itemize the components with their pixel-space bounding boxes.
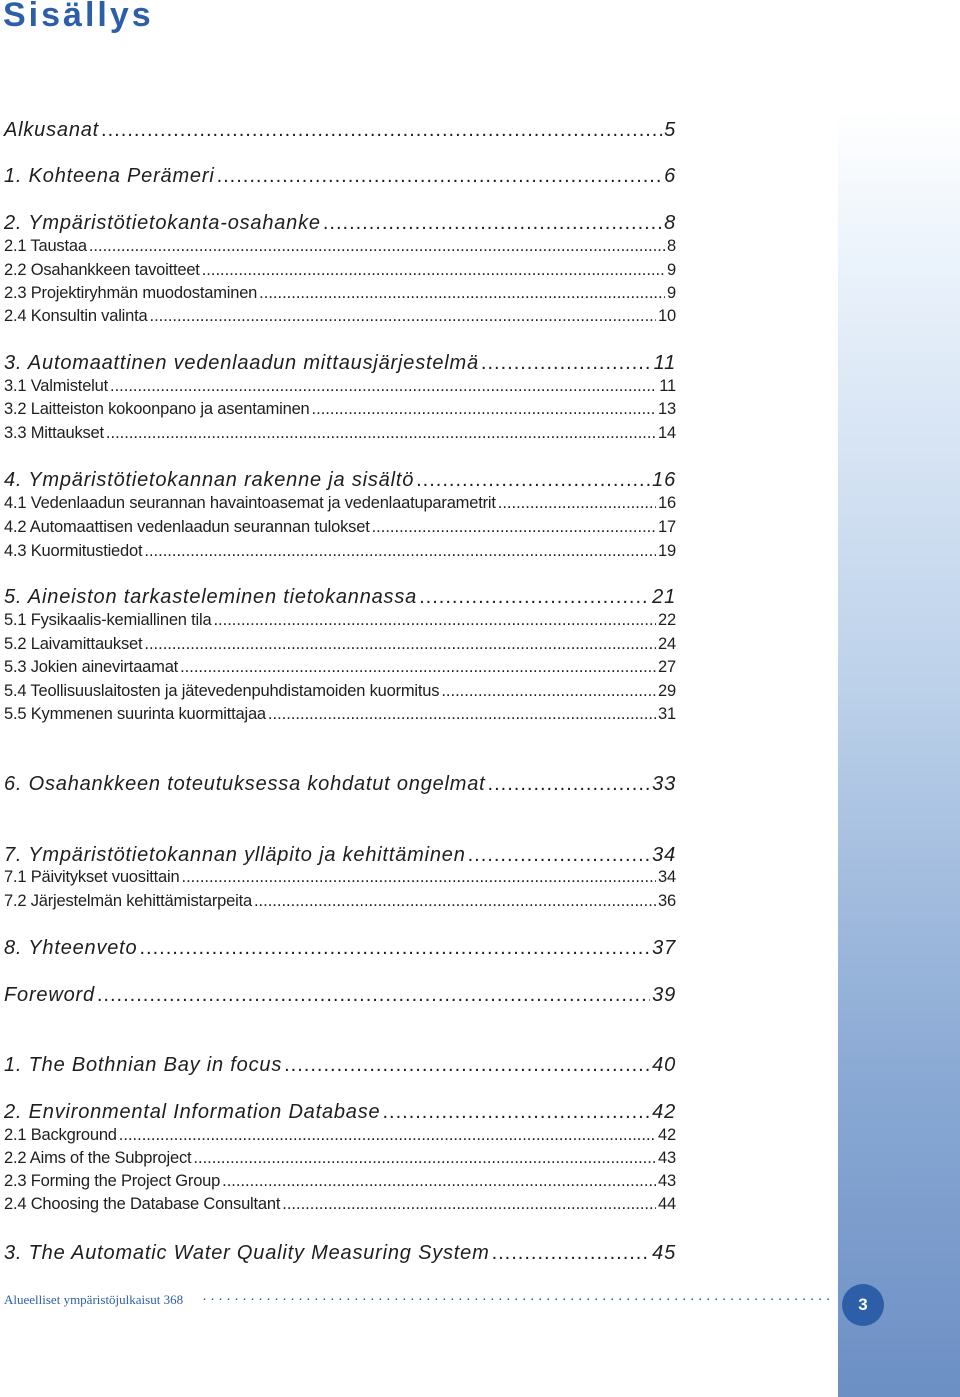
toc-entry-page: 42	[658, 1126, 676, 1144]
toc-entry-title: Alkusanat	[4, 119, 100, 141]
toc-entry[interactable]	[4, 422, 676, 444]
toc-entry-title: 7.2 Järjestelmän kehittämistarpeita	[4, 892, 252, 910]
toc-entry-page: 43	[658, 1172, 676, 1190]
toc-entry-page: 29	[658, 682, 676, 700]
toc-entry-title: 6. Osahankkeen toteutuksessa kohdatut ongelmat	[4, 773, 486, 795]
toc-entry[interactable]	[4, 1124, 676, 1146]
toc-dot-leader	[382, 1099, 650, 1125]
toc-entry-page: 31	[658, 705, 676, 723]
toc-dot-leader	[468, 842, 651, 868]
toc-entry-title: 2.2 Osahankkeen tavoitteet	[4, 261, 200, 279]
toc-entry-title: 2.4 Konsultin valinta	[4, 307, 148, 325]
toc-entry-title: 5.5 Kymmenen suurinta kuormittajaa	[4, 705, 266, 723]
toc-dot-leader	[202, 259, 665, 281]
toc-dot-leader	[149, 305, 656, 327]
footer-dotted-rule	[202, 1290, 834, 1307]
toc-dot-leader	[144, 633, 656, 655]
toc-entry-title: 4.1 Vedenlaadun seurannan havaintoasemat ja vedenlaatuparametrit	[4, 494, 496, 512]
toc-entry[interactable]	[4, 117, 676, 143]
toc-dot-leader	[312, 398, 657, 420]
toc-entry-title: 7.1 Päivitykset vuosittain	[4, 868, 180, 886]
toc-entry-page: 8	[667, 237, 676, 255]
toc-dot-leader	[110, 375, 657, 397]
toc-dot-leader	[416, 467, 650, 493]
toc-entry-page: 22	[658, 611, 676, 629]
toc-dot-leader	[180, 656, 656, 678]
toc-entry-title: 5.4 Teollisuuslaitosten ja jätevedenpuhdistamoiden kuormitus	[4, 682, 440, 700]
toc-entry[interactable]	[4, 350, 676, 376]
toc-dot-leader	[488, 771, 651, 797]
toc-entry-title: 3. Automaattinen vedenlaadun mittausjärjestelmä	[4, 352, 479, 374]
toc-entry[interactable]	[4, 210, 676, 236]
toc-entry[interactable]	[4, 516, 676, 538]
toc-entry-title: 4.2 Automaattisen vedenlaadun seurannan tulokset	[4, 518, 370, 536]
toc-entry-title: 3.1 Valmistelut	[4, 377, 108, 395]
toc-dot-leader	[284, 1052, 650, 1078]
toc-entry-title: 2. Ympäristötietokanta-osahanke	[4, 212, 321, 234]
toc-entry-page: 6	[664, 165, 676, 187]
toc-entry-page: 42	[652, 1101, 676, 1123]
toc-entry[interactable]	[4, 703, 676, 725]
toc-entry-title: 2.1 Taustaa	[4, 237, 87, 255]
toc-dot-leader	[106, 422, 656, 444]
toc-entry-page: 11	[659, 377, 676, 395]
toc-entry[interactable]	[4, 398, 676, 420]
toc-entry-page: 16	[652, 469, 676, 491]
toc-dot-leader	[119, 1124, 656, 1146]
toc-entry-page: 21	[652, 586, 676, 608]
toc-entry-page: 16	[658, 494, 676, 512]
toc-entry-page: 36	[658, 892, 676, 910]
toc-entry-page: 24	[658, 635, 676, 653]
toc-dot-leader	[222, 1170, 656, 1192]
toc-dot-leader	[89, 235, 665, 257]
toc-entry-page: 9	[667, 284, 676, 302]
footer-publication: Alueelliset ympäristöjulkaisut 368	[4, 1292, 184, 1307]
toc-entry[interactable]	[4, 609, 676, 631]
toc-entry[interactable]	[4, 305, 676, 327]
toc-entry-title: 5.1 Fysikaalis-kemiallinen tila	[4, 611, 212, 629]
toc-dot-leader	[498, 492, 656, 514]
toc-dot-leader	[97, 982, 650, 1008]
toc-entry-page: 33	[652, 773, 676, 795]
toc-entry[interactable]	[4, 1147, 676, 1169]
toc-dot-leader	[144, 540, 656, 562]
toc-dot-leader	[181, 866, 656, 888]
toc-entry[interactable]	[4, 656, 676, 678]
toc-entry-page: 13	[658, 400, 676, 418]
toc-entry-page: 45	[652, 1242, 676, 1264]
toc-dot-leader	[217, 163, 663, 189]
toc-dot-leader	[323, 210, 662, 236]
toc-entry[interactable]	[4, 163, 676, 189]
toc-entry[interactable]	[4, 235, 676, 257]
toc-entry[interactable]	[4, 842, 676, 868]
toc-entry[interactable]	[4, 1193, 676, 1215]
toc-entry[interactable]	[4, 375, 676, 397]
toc-entry-page: 34	[652, 844, 676, 866]
toc-entry-title: 5. Aineiston tarkasteleminen tietokannassa	[4, 586, 418, 608]
side-gradient-band	[838, 110, 960, 1397]
toc-dot-leader	[259, 282, 665, 304]
toc-entry-title: 3. The Automatic Water Quality Measuring System	[4, 1242, 490, 1264]
toc-entry[interactable]	[4, 259, 676, 281]
toc-entry[interactable]	[4, 540, 676, 562]
toc-entry-page: 10	[658, 307, 676, 325]
toc-entry[interactable]	[4, 492, 676, 514]
toc-entry[interactable]	[4, 467, 676, 493]
toc-entry-page: 37	[652, 937, 676, 959]
toc-entry-title: 1. Kohteena Perämeri	[4, 165, 215, 187]
toc-entry-title: 1. The Bothnian Bay in focus	[4, 1054, 283, 1076]
toc-entry-title: 2.2 Aims of the Subproject	[4, 1149, 192, 1167]
toc-dot-leader	[193, 1147, 656, 1169]
toc-entry-page: 27	[658, 658, 676, 676]
toc-entry[interactable]	[4, 866, 676, 888]
toc-entry-title: 2. Environmental Information Database	[4, 1101, 381, 1123]
toc-dot-leader	[254, 890, 656, 912]
toc-entry[interactable]	[4, 1099, 676, 1125]
toc-entry[interactable]	[4, 584, 676, 610]
toc-entry[interactable]	[4, 935, 676, 961]
toc-entry-title: 5.2 Laivamittaukset	[4, 635, 143, 653]
toc-entry[interactable]	[4, 680, 676, 702]
toc-entry-page: 11	[653, 352, 676, 374]
toc-entry-title: 2.1 Background	[4, 1126, 117, 1144]
toc-entry[interactable]	[4, 1240, 676, 1266]
toc-dot-leader	[282, 1193, 656, 1215]
toc-entry-page: 44	[658, 1195, 676, 1213]
toc-entry-title: 2.3 Forming the Project Group	[4, 1172, 221, 1190]
toc-entry[interactable]	[4, 890, 676, 912]
toc-dot-leader	[213, 609, 656, 631]
toc-entry-title: 7. Ympäristötietokannan ylläpito ja kehittäminen	[4, 844, 466, 866]
toc-entry[interactable]	[4, 982, 676, 1008]
toc-entry-page: 8	[664, 212, 676, 234]
page-number-badge: 3	[842, 1284, 884, 1326]
toc-dot-leader	[481, 350, 652, 376]
toc-dot-leader	[372, 516, 656, 538]
toc-entry[interactable]	[4, 282, 676, 304]
toc-dot-leader	[419, 584, 650, 610]
toc-dot-leader	[492, 1240, 651, 1266]
toc-entry[interactable]	[4, 771, 676, 797]
toc-entry-page: 14	[658, 424, 676, 442]
toc-entry-page: 40	[652, 1054, 676, 1076]
toc-dot-leader	[101, 117, 662, 143]
toc-entry-title: Foreword	[4, 984, 95, 1006]
toc-entry-page: 17	[658, 518, 676, 536]
toc-entry[interactable]	[4, 633, 676, 655]
toc-entry-title: 2.3 Projektiryhmän muodostaminen	[4, 284, 258, 302]
toc-entry[interactable]	[4, 1170, 676, 1192]
toc-entry-title: 4.3 Kuormitustiedot	[4, 542, 143, 560]
toc-entry-title: 5.3 Jokien ainevirtaamat	[4, 658, 179, 676]
toc-entry[interactable]	[4, 1052, 676, 1078]
toc-entry-page: 43	[658, 1149, 676, 1167]
toc-entry-page: 9	[667, 261, 676, 279]
toc-entry-title: 8. Yhteenveto	[4, 937, 138, 959]
toc-dot-leader	[268, 703, 656, 725]
toc-entry-title: 4. Ympäristötietokannan rakenne ja sisältö	[4, 469, 415, 491]
toc-entry-page: 19	[658, 542, 676, 560]
toc-entry-title: 3.3 Mittaukset	[4, 424, 104, 442]
toc-entry-page: 39	[652, 984, 676, 1006]
page-title: Sisällys	[3, 0, 154, 34]
toc-dot-leader	[139, 935, 650, 961]
toc-entry-page: 34	[658, 868, 676, 886]
toc-entry-title: 3.2 Laitteiston kokoonpano ja asentaminen	[4, 400, 310, 418]
toc-entry-title: 2.4 Choosing the Database Consultant	[4, 1195, 281, 1213]
toc-dot-leader	[441, 680, 656, 702]
toc-entry-page: 5	[664, 119, 676, 141]
